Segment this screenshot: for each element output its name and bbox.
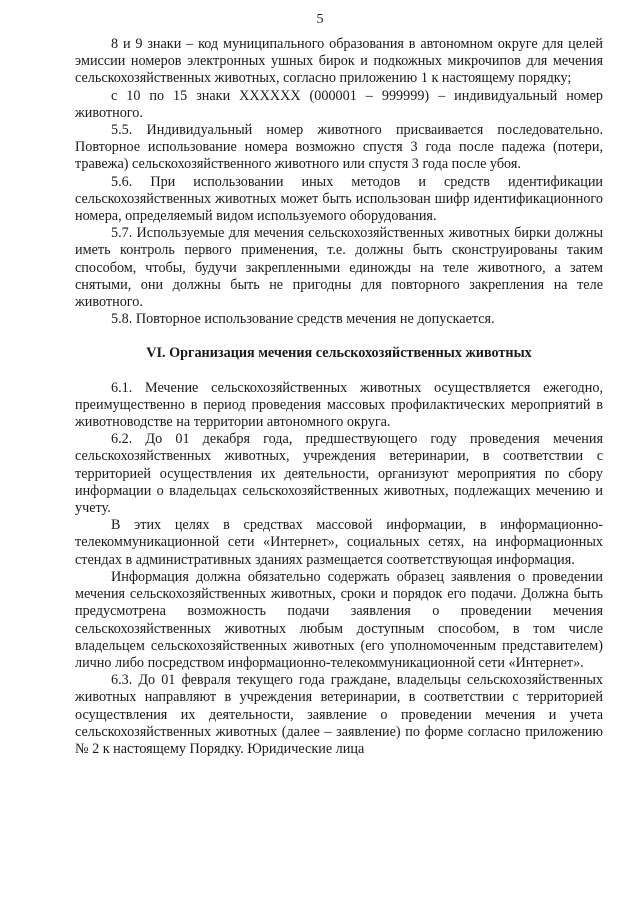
paragraph-6-3: 6.3. До 01 февраля текущего года граждане, владельцы сельскохозяйственных животных направляют в учреждения ветеринарии, в соответствии с территорией осуществления их деятельности, заявление о проведении мечения и учета сельскохозяйственных животных (далее – заявление) по форме согласно приложению № 2 к настоящему Порядку. Юридические лица [75,672,603,757]
paragraph-5-5: 5.5. Индивидуальный номер животного присваивается последовательно. Повторное использование номера возможно спустя 3 года после падежа (потери, травежа) сельскохозяйственного животного или спустя 3 года после убоя. [75,122,603,173]
document-body [75,36,603,758]
paragraph-5-7: 5.7. Используемые для мечения сельскохозяйственных животных бирки должны иметь контроль первого применения, т.е. должны быть сконструированы таким способом, чтобы, будучи закрепленными единожды на теле животного, а затем снятыми, они должны быть не пригодны для повторного закрепления на теле животного. [75,225,603,311]
paragraph-6-2: 6.2. До 01 декабря года, предшествующего году проведения мечения сельскохозяйственных животных, учреждения ветеринарии, в соответствии с территорией осуществления их деятельности, организуют мероприятия по сбору информации о владельцах сельскохозяйственных животных, подлежащих мечению и учету. [75,431,603,517]
paragraph-code-10-15: с 10 по 15 знаки XXXXXX (000001 – 999999) – индивидуальный номер животного. [75,87,603,121]
page-number: 5 [316,12,324,27]
paragraph-information-channels: В этих целях в средствах массовой информации, в информационно-телекоммуникационной сети «Интернет», социальных сетях, на информационных стендах в административных зданиях размещается соответствующая информация. [75,517,603,568]
paragraph-5-6: 5.6. При использовании иных методов и средств идентификации сельскохозяйственных животных может быть использован шифр идентификационного номера, определяемый видом используемого оборудования. [75,173,603,225]
section-heading: VI. Организация мечения сельскохозяйственных животных [146,345,532,362]
paragraph-5-8: 5.8. Повторное использование средств мечения не допускается. [111,311,495,328]
paragraph-information-content: Информация должна обязательно содержать образец заявления о проведении мечения сельскохозяйственных животных, сроки и порядок его подачи. Должна быть предусмотрена возможность подачи заявления о проведении мечения сельскохозяйственных животных любым доступным способом, в том числе владельцем сельскохозяйственных животных (его уполномоченным представителем) лично либо посредством информационно-телекоммуникационной сети «Интернет». [75,568,603,671]
paragraph-code-8-9: 8 и 9 знаки – код муниципального образования в автономном округе для целей эмиссии номеров электронных ушных бирок и подкожных микрочипов для мечения сельскохозяйственных животных, согласно приложению 1 к настоящему порядку; [75,36,603,87]
paragraph-6-1: 6.1. Мечение сельскохозяйственных животных осуществляется ежегодно, преимущественно в период проведения массовых профилактических мероприятий в животноводстве на территории автономного округа. [75,379,603,431]
